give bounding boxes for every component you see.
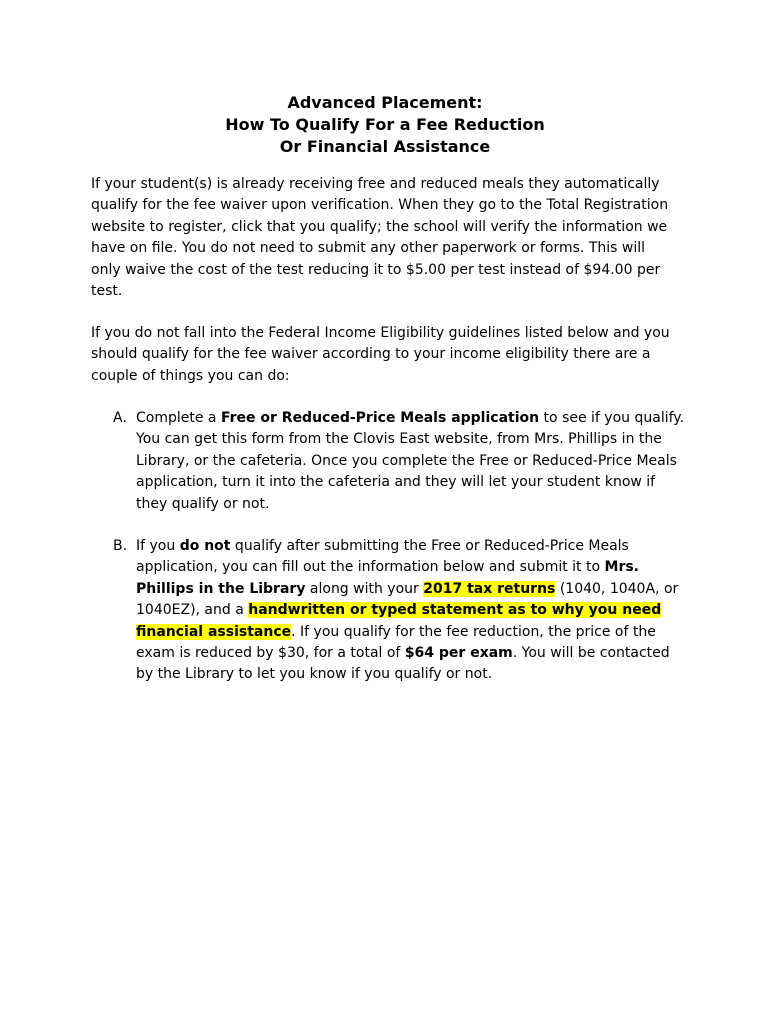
list-item-a-text bbox=[136, 408, 688, 515]
item-b-highlight-statement: handwritten or typed statement as to why you need financial assistance bbox=[136, 602, 662, 640]
item-a-bold-application: Free or Reduced-Price Meals application bbox=[220, 410, 540, 426]
title-line-3: Or Financial Assistance bbox=[279, 137, 491, 156]
list-marker-a: A. bbox=[113, 410, 127, 426]
item-b-text-5: . If you qualify for the fee reduction, the price of the exam is reduced by $30, for a total of bbox=[136, 623, 656, 662]
list-marker-b: B. bbox=[113, 538, 128, 554]
item-b-text-1: If you bbox=[136, 538, 180, 554]
item-a-text-2: to see if you qualify. You can get this form from the Clovis East website, from Mrs. Phillips in the Library, or the cafeteria. Once you complete the Free or Reduced-Price Meals application, turn it into the cafeteria and they will let your student know if they qualify or not. bbox=[136, 410, 685, 512]
item-b-text-4: (1040, 1040A, or 1040EZ), and a bbox=[136, 580, 679, 619]
title-line-1: Advanced Placement: bbox=[287, 93, 483, 112]
paragraph-income-eligibility: If you do not fall into the Federal Income Eligibility guidelines listed below and you should qualify for the fee waiver according to your income eligibility there are a couple of things you can do: bbox=[91, 325, 670, 384]
item-a-text-1: Complete a bbox=[136, 410, 221, 426]
list-item-b-text bbox=[136, 536, 688, 686]
item-b-text-6: . You will be contacted by the Library to let you know if you qualify or not. bbox=[136, 645, 670, 683]
item-b-text-3: along with your bbox=[305, 580, 424, 597]
item-b-bold-price: $64 per exam bbox=[404, 645, 513, 662]
document-title bbox=[0, 92, 770, 158]
item-b-bold-do-not: do not bbox=[179, 538, 231, 554]
list-item-a bbox=[113, 408, 688, 515]
item-b-highlight-tax-returns: 2017 tax returns bbox=[423, 580, 556, 597]
item-b-text-2: qualify after submitting the Free or Reduced-Price Meals application, you can fill out the information below and submit it to bbox=[136, 538, 629, 576]
title-line-2: How To Qualify For a Fee Reduction bbox=[225, 115, 545, 134]
list-item-b bbox=[113, 536, 688, 686]
item-b-bold-mrs-phillips: Mrs. Phillips in the Library bbox=[136, 559, 640, 597]
paragraph-free-reduced-meals: If your student(s) is already receiving free and reduced meals they automatically qualify for the fee waiver upon verification. When they go to the Total Registration website to register, click that you qualify; the school will verify the information we have on file. You do not need to submit any other paperwork or forms. This will only waive the cost of the test reducing it to $5.00 per test instead of $94.00 per test. bbox=[91, 176, 669, 300]
